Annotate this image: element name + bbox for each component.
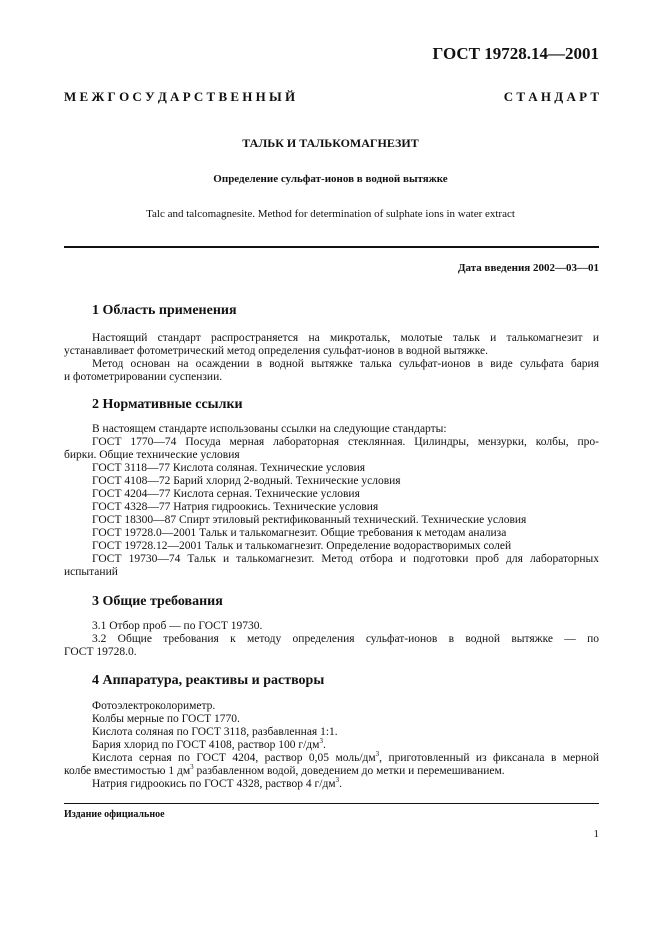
s4-h2so4-text-c: колбе вместимостью 1 дм — [64, 765, 191, 777]
s2-ref-item: ГОСТ 18300—87 Спирт этиловый ректификованный технический. Технические условия — [92, 514, 527, 526]
s2-ref-1770-line2: бирки. Общие технические условия — [64, 449, 240, 461]
s4-item: Колбы мерные по ГОСТ 1770. — [92, 713, 240, 725]
s2-ref-19730-line2: испытаний — [64, 566, 118, 578]
s2-lead: В настоящем стандарте использованы ссылки на следующие стандарты: — [92, 423, 447, 435]
s4-h2so4-text-d: разбавленном водой, доведением до метки и перемешиванием. — [193, 765, 505, 777]
english-title: Talc and talcomagnesite. Method for determination of sulphate ions in water extract — [146, 208, 515, 220]
s2-ref-item: ГОСТ 4328—77 Натрия гидроокись. Технические условия — [92, 501, 379, 513]
s1-p1-line1: Настоящий стандарт распространяется на микротальк, молотые тальк и талькомагнезит и — [92, 332, 599, 344]
edition-note: Издание официальное — [64, 809, 165, 820]
section-4-heading: 4 Аппаратура, реактивы и растворы — [92, 673, 325, 688]
superscript-3: 3 — [335, 776, 340, 785]
s4-item: Кислота соляная по ГОСТ 3118, разбавленная 1:1. — [92, 726, 338, 738]
s3-item-3-2-line2: ГОСТ 19728.0. — [64, 646, 137, 658]
s3-item-3-2-line1: 3.2 Общие требования к методу определения сульфат-ионов в водной вытяжке — по — [92, 633, 599, 645]
s1-p2-line1: Метод основан на осаждении в водной вытяжке талька сульфат-ионов в виде сульфата бария — [92, 358, 599, 370]
header-rule — [64, 246, 599, 248]
superscript-3: 3 — [319, 737, 323, 746]
page-number: 1 — [593, 828, 599, 840]
banner-word-interstate: М Е Ж Г О С У Д А Р С Т В Е Н Н Ы Й — [64, 89, 296, 104]
standard-banner — [64, 89, 599, 105]
s2-ref-19730-line1: ГОСТ 19730—74 Тальк и талькомагнезит. Метод отбора и подготовки проб для лабораторных — [92, 553, 599, 565]
s4-h2so4-text-b: , приготовленный из фиксанала в мерной — [379, 752, 599, 764]
superscript-3: 3 — [375, 750, 380, 759]
footer-rule — [64, 803, 599, 804]
s4-item-sulfuric-acid-line2 — [64, 765, 599, 778]
s4-h2so4-text-a: Кислота серная по ГОСТ 4204, раствор 0,05 моль/дм — [92, 752, 376, 764]
s2-ref-item: ГОСТ 4204—77 Кислота серная. Технические условия — [92, 488, 360, 500]
s2-ref-item: ГОСТ 3118—77 Кислота соляная. Технические условия — [92, 462, 366, 474]
section-1-heading: 1 Область применения — [92, 303, 237, 318]
banner-word-standard: С Т А Н Д А Р Т — [503, 89, 599, 104]
s1-p2-line2: и фотометрировании суспензии. — [64, 371, 223, 383]
s4-naoh-text: Натрия гидроокись по ГОСТ 4328, раствор 4 г/дм — [92, 778, 336, 790]
s2-ref-item: ГОСТ 4108—72 Барий хлорид 2-водный. Технические условия — [92, 475, 401, 487]
s4-bacl-text: Бария хлорид по ГОСТ 4108, раствор 100 г/дм — [92, 739, 320, 751]
s2-ref-item: ГОСТ 19728.0—2001 Тальк и талькомагнезит. Общие требования к методам анализа — [92, 527, 507, 539]
s2-ref-item: ГОСТ 19728.12—2001 Тальк и талькомагнезит. Определение водорастворимых солей — [92, 540, 512, 552]
s4-item-sodium-hydroxide — [64, 778, 599, 791]
superscript-3: 3 — [190, 763, 194, 772]
s4-item-sulfuric-acid-line1 — [64, 752, 599, 765]
s4-item: Фотоэлектроколориметр. — [92, 700, 216, 712]
document-title: ТАЛЬК И ТАЛЬКОМАГНЕЗИТ — [242, 136, 419, 150]
s4-naoh-dot: . — [339, 778, 342, 790]
s4-bacl-dot: . — [322, 739, 326, 751]
section-2-heading: 2 Нормативные ссылки — [92, 397, 243, 412]
section-2-body — [64, 423, 599, 579]
section-3-heading: 3 Общие требования — [92, 594, 223, 609]
s2-ref-1770-line1: ГОСТ 1770—74 Посуда мерная лабораторная стеклянная. Цилиндры, мензурки, колбы, про- — [92, 436, 599, 448]
document-subtitle: Определение сульфат-ионов в водной вытяжке — [213, 173, 448, 185]
s3-item-3-1: 3.1 Отбор проб — по ГОСТ 19730. — [92, 620, 263, 632]
s4-item-barium-chloride — [64, 739, 599, 752]
document-code: ГОСТ 19728.14—2001 — [432, 44, 599, 63]
section-3-body — [64, 620, 599, 659]
s1-p1-line2: устанавливает фотометрический метод определения сульфат-ионов в водной вытяжке. — [64, 345, 488, 357]
introduction-date: Дата введения 2002—03—01 — [457, 262, 599, 274]
section-1-body — [64, 332, 599, 384]
section-4-body — [64, 700, 599, 791]
